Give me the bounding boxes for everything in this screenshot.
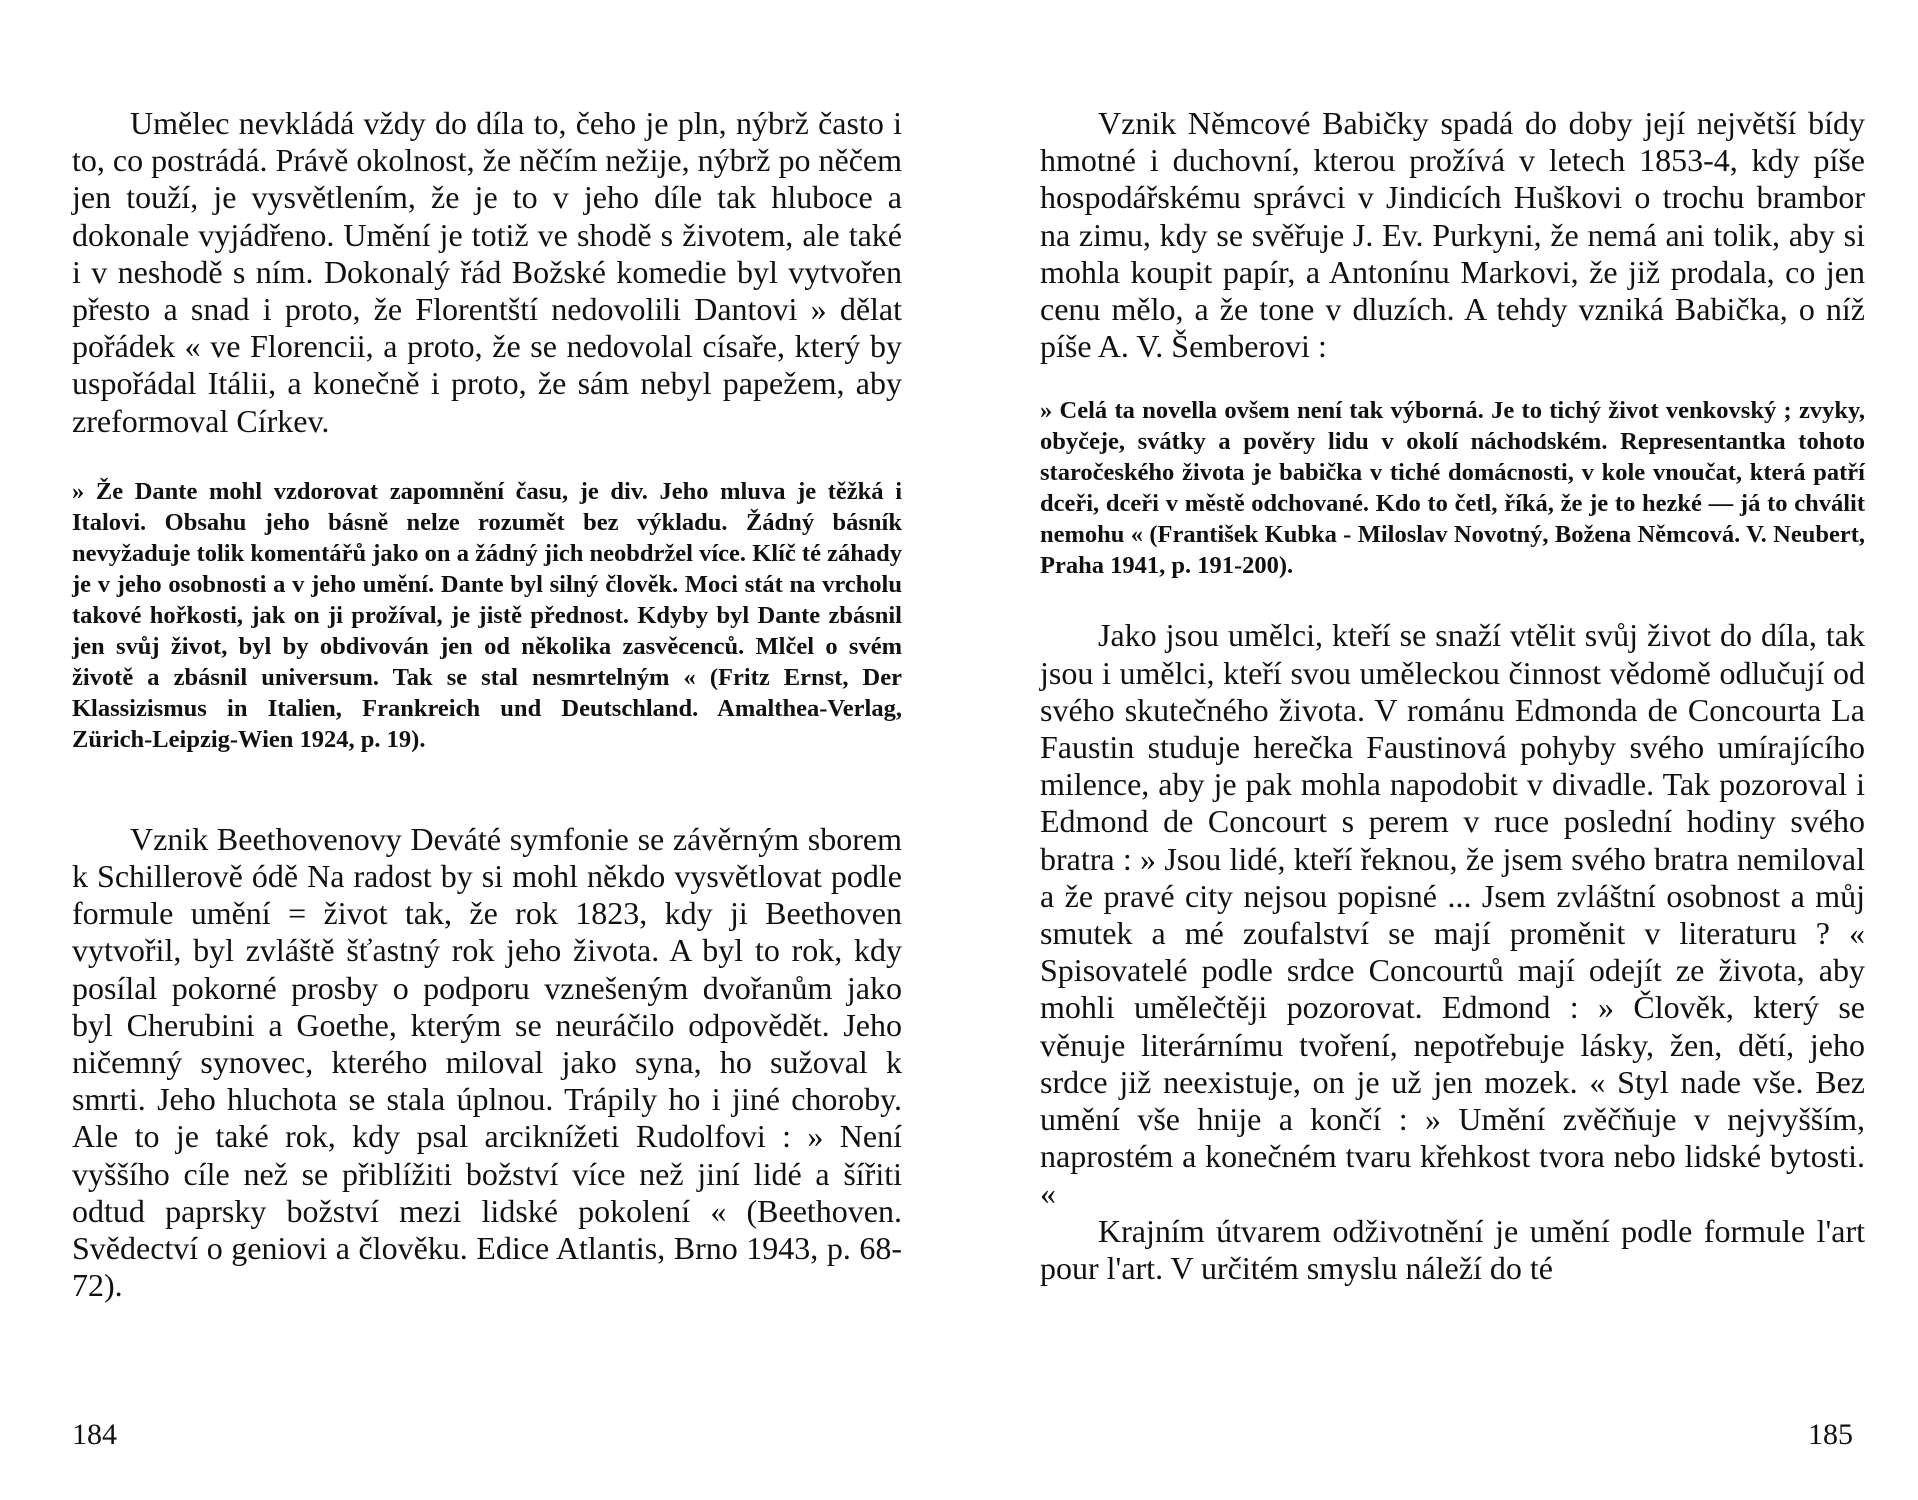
left-page	[72, 105, 902, 1304]
paragraph: Krajním útvarem odživotnění je umění podle formule l'art pour l'art. V určitém smyslu náleží do té	[1040, 1212, 1865, 1286]
paragraph: Jako jsou umělci, kteří se snaží vtělit svůj život do díla, tak jsou i umělci, kteří svou uměleckou činnost vědomě odlučují od svého skutečného života. V románu Edmonda de Concourta La Faustin studuje herečka Faustinová pohyby svého umírajícího milence, aby je pak mohla napodobit v divadle. Tak pozoroval i Edmond de Concourt s perem v ruce poslední hodiny svého bratra : » Jsou lidé, kteří řeknou, že jsem svého bratra nemiloval a že pravé city nejsou popisné ... Jsem zvláštní osobnost a můj smutek a mé zoufalství se mají proměnit v literaturu ? « Spisovatelé podle srdce Concourtů mají odejít ze života, aby mohli umělečtěji pozorovat. Edmond : » Člověk, který se věnuje literárnímu tvoření, nepotřebuje lásky, žen, dětí, jeho srdce již neexistuje, on je už jen mozek. « Styl nade vše. Bez umění vše hnije a končí : » Umění zvěčňuje v nejvyšším, naprostém a konečném tvaru křehkost tvora nebo lidské bytosti. «	[1040, 617, 1865, 1212]
right-page	[1040, 105, 1865, 1287]
page-number: 184	[72, 1418, 117, 1451]
paragraph: Vznik Němcové Babičky spadá do doby její největší bídy hmotné i duchovní, kterou prožívá v letech 1853-4, kdy píše hospodářskému správci v Jindicích Huškovi o trochu brambor na zimu, kdy se svěřuje J. Ev. Purkyni, že nemá ani tolik, aby si mohla koupit papír, a Antonínu Markovi, že již prodala, co jen cenu mělo, a že tone v dluzích. A tehdy vzniká Babička, o níž píše A. V. Šemberovi :	[1040, 105, 1865, 365]
paragraph: Umělec nevkládá vždy do díla to, čeho je pln, nýbrž často i to, co postrádá. Právě okolnost, že něčím nežije, nýbrž po něčem jen touží, je vysvětlením, že je to v jeho díle tak hluboce a dokonale vyjádřeno. Umění je totiž ve shodě s životem, ale také i v neshodě s ním. Dokonalý řád Božské komedie byl vytvořen přesto a snad i proto, že Florentští nedovolili Dantovi » dělat pořádek « ve Florencii, a proto, že se nedovolal císaře, který by uspořádal Itálii, a konečně i proto, že sám nebyl papežem, aby zreformoval Církev.	[72, 105, 902, 439]
paragraph: Vznik Beethovenovy Deváté symfonie se závěrným sborem k Schillerově ódě Na radost by si mohl někdo vysvětlovat podle formule umění = život tak, že rok 1823, kdy ji Beethoven vytvořil, byl zvláště šťastný rok jeho života. A byl to rok, kdy posílal pokorné prosby o podporu vznešeným dvořanům jako byl Cherubini a Goethe, kterým se neuráčilo odpovědět. Jeho ničemný synovec, kterého miloval jako syna, ho sužoval k smrti. Jeho hluchota se stala úplnou. Trápily ho i jiné choroby. Ale to je také rok, kdy psal arciknížeti Rudolfovi : » Není vyššího cíle než se přiblížiti božství více než jiní lidé a šířiti odtud paprsky božství mezi lidské pokolení « (Beethoven. Svědectví o geniovi a člověku. Edice Atlantis, Brno 1943, p. 68-72).	[72, 820, 902, 1304]
page-number: 185	[1808, 1418, 1853, 1451]
block-quote: » Že Dante mohl vzdorovat zapomnění času, je div. Jeho mluva je těžká i Italovi. Obsahu jeho básně nelze rozumět bez výkladu. Žádný básník nevyžaduje tolik komentářů jako on a žádný jich neobdržel více. Klíč té záhady je v jeho osobnosti a v jeho umění. Dante byl silný člověk. Moci stát na vrcholu takové hořkosti, jak on ji prožíval, je jistě přednost. Kdyby byl Dante zbásnil jen svůj život, byl by obdivován jen od několika zasvěcenců. Mlčel o svém životě a zbásnil universum. Tak se stal nesmrtelným « (Fritz Ernst, Der Klassizismus in Italien, Frankreich und Deutschland. Amalthea-Verlag, Zürich-Leipzig-Wien 1924, p. 19).	[72, 477, 902, 753]
block-quote: » Celá ta novella ovšem není tak výborná. Je to tichý život venkovský ; zvyky, obyčeje, svátky a pověry lidu v okolí náchodském. Representantka tohoto staročeského života je babička v tiché domácnosti, v kole vnoučat, která patří dceři, dceři v městě odchované. Kdo to četl, říká, že je to hezké — já to chválit nemohu « (František Kubka - Miloslav Novotný, Božena Němcová. V. Neubert, Praha 1941, p. 191-200).	[1040, 397, 1865, 580]
